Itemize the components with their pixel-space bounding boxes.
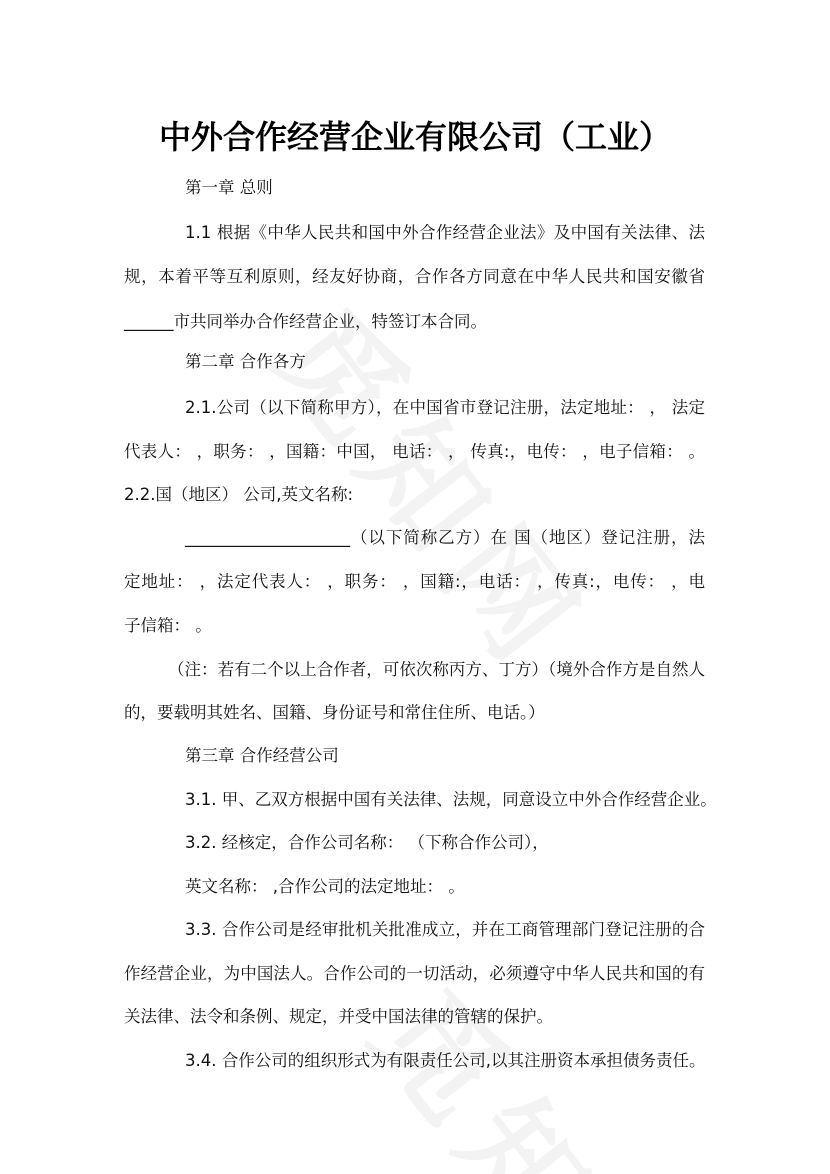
paragraph-line: 定地址： ，法定代表人： ，职务： ，国籍:，电话： ，传真:，电传： ，电 (124, 572, 705, 591)
paragraph-line: 3.2. 经核定，合作公司名称： （下称合作公司）， (185, 833, 549, 852)
paragraph-line: 3.3. 合作公司是经审批机关批准成立，并在工商管理部门登记注册的合 (185, 920, 705, 939)
paragraph-line: 英文名称： ,合作公司的法定地址： 。 (185, 877, 465, 896)
paragraph-line: 作经营企业，为中国法人。合作公司的一切活动，必须遵守中华人民共和国的有 (124, 964, 705, 983)
paragraph-line: 规，本着平等互利原则，经友好协商，合作各方同意在中华人民共和国安徽省 (124, 267, 705, 286)
note-line: （注：若有二个以上合作者，可依次称丙方、丁方）（境外合作方是自然人 (168, 660, 705, 679)
paragraph-line: 3.4. 合作公司的组织形式为有限责任公司,以其注册资本承担债务责任。 (185, 1051, 706, 1070)
document-title: 中外合作经营企业有限公司（工业） (158, 118, 671, 156)
paragraph-line: 关法律、法令和条例、规定，并受中国法律的管辖的保护。 (124, 1007, 553, 1026)
paragraph-line: 1.1 根据《中华人民共和国中外合作经营企业法》及中国有关法律、法 (185, 223, 705, 242)
paragraph-line: 代表人： ，职务： ，国籍：中国， 电话： ， 传真:，电传： ，电子信箱： 。 (124, 442, 705, 461)
paragraph-line: ______市共同举办合作经营企业，特签订本合同。 (124, 312, 487, 331)
chapter-heading: 第二章 合作各方 (185, 352, 306, 371)
chapter-heading: 第三章 合作经营公司 (185, 746, 339, 765)
chapter-heading: 第一章 总则 (185, 178, 273, 197)
note-line: 的，要载明其姓名、国籍、身份证号和常住住所、电话。） (124, 703, 545, 722)
paragraph-line: 2.2.国（地区） 公司,英文名称: (124, 485, 354, 504)
paragraph-line: ____________________（以下简称乙方）在 国（地区）登记注册，法 (185, 528, 705, 547)
paragraph-line: 3.1. 甲、乙双方根据中国有关法律、法规，同意设立中外合作经营企业。 (185, 790, 717, 809)
paragraph-line: 2.1.公司（以下简称甲方），在中国省市登记注册，法定地址： ， 法定 (185, 398, 705, 417)
paragraph-line: 子信箱： 。 (124, 616, 212, 635)
